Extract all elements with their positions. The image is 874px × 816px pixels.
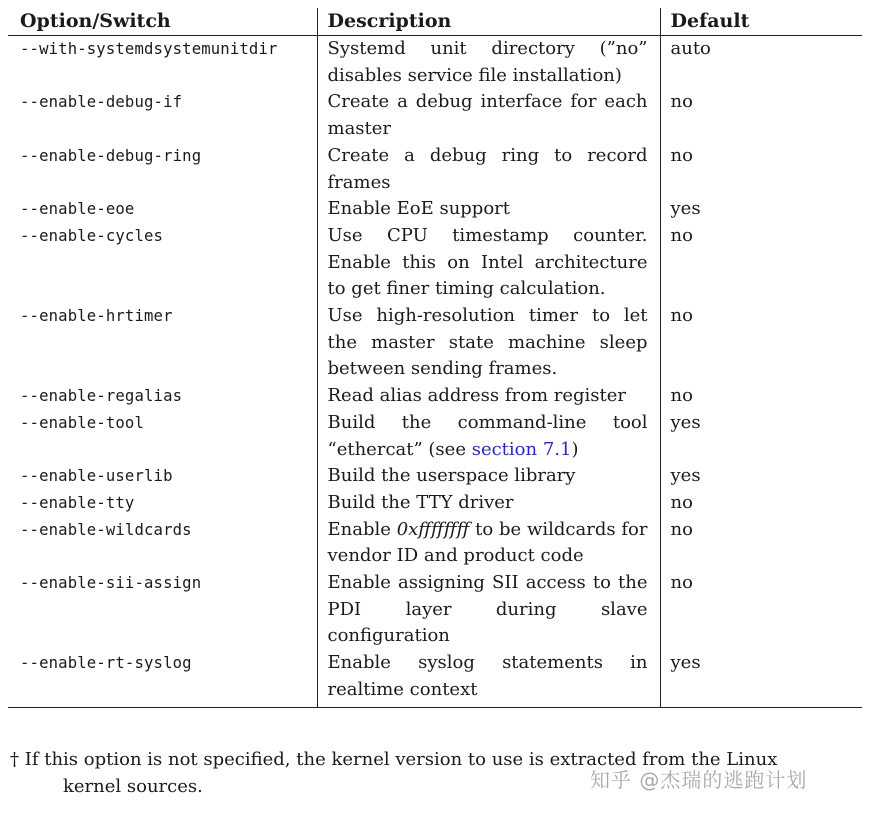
description-cell: Read alias address from register [317,383,660,410]
description-text: to be wildcards for vendor ID and product code [327,518,648,567]
description-cell: Enable syslog statements in realtime context [317,650,660,707]
description-cell: Build the TTY driver [317,490,660,517]
default-cell: no [660,383,862,410]
description-cell [317,517,660,570]
default-cell: no [660,143,862,196]
description-cell: Enable EoE support [317,196,660,223]
default-cell: no [660,89,862,142]
configure-options-table [8,8,862,708]
option-cell: --enable-tool [20,413,144,432]
table-row [8,223,862,303]
footnote-text-line1: If this option is not specified, the kernel version to use is extracted from the Linux [24,749,778,770]
option-cell: --enable-eoe [20,200,135,219]
default-cell: yes [660,410,862,463]
description-text: Enable [327,518,397,540]
header-description: Description [317,8,660,36]
header-default: Default [660,8,862,36]
default-cell: no [660,223,862,303]
default-cell: no [660,570,862,650]
description-cell: Build the userspace library [317,463,660,490]
table-row [8,303,862,383]
default-cell: yes [660,650,862,707]
option-cell: --enable-cycles [20,226,164,245]
option-cell: --enable-debug-ring [20,146,202,165]
option-cell: --enable-wildcards [20,520,192,539]
table-row [8,463,862,490]
header-option-switch: Option/Switch [8,8,317,36]
default-cell: no [660,303,862,383]
table-row [8,517,862,570]
description-cell: Create a debug interface for each master [317,89,660,142]
footnote-marker: † [10,749,19,770]
option-cell: --enable-debug-if [20,93,183,112]
table-row [8,383,862,410]
description-text: ) [571,438,579,460]
default-cell: auto [660,36,862,90]
option-cell: --with-systemdsystemunitdir [20,40,278,58]
option-cell: --enable-regalias [20,387,183,406]
description-cell: Enable assigning SII access to the PDI layer during slave configuration [317,570,660,650]
table-row [8,410,862,463]
description-cell: Use CPU timestamp counter. Enable this on Intel architecture to get finer timing calculation. [317,223,660,303]
default-cell: yes [660,463,862,490]
table-row [8,650,862,707]
option-cell: --enable-rt-syslog [8,650,317,707]
description-cell: Use high-resolution timer to let the master state machine sleep between sending frames. [317,303,660,383]
table-header-row [8,8,862,36]
description-cell: Systemd unit directory (”no” disables service file installation) [317,36,660,90]
description-cell [317,410,660,463]
footnote-text-line2: kernel sources. [63,776,203,797]
option-cell: --enable-userlib [20,467,173,486]
description-text: Build the command-line tool “ethercat” (see [327,411,648,460]
watermark: 知乎 @杰瑞的逃跑计划 [590,768,808,792]
option-cell: --enable-sii-assign [20,574,202,593]
table-row [8,490,862,517]
section-link[interactable]: section 7.1 [471,438,572,460]
table-row [8,143,862,196]
default-cell: no [660,517,862,570]
default-cell: yes [660,196,862,223]
table-row [8,89,862,142]
option-cell: --enable-tty [20,493,135,512]
table-row [8,570,862,650]
wildcard-value: 0xffffffff [396,518,470,540]
description-cell: Create a debug ring to record frames [317,143,660,196]
table-row [8,36,862,90]
table-row [8,196,862,223]
option-cell: --enable-hrtimer [20,307,173,326]
default-cell: no [660,490,862,517]
